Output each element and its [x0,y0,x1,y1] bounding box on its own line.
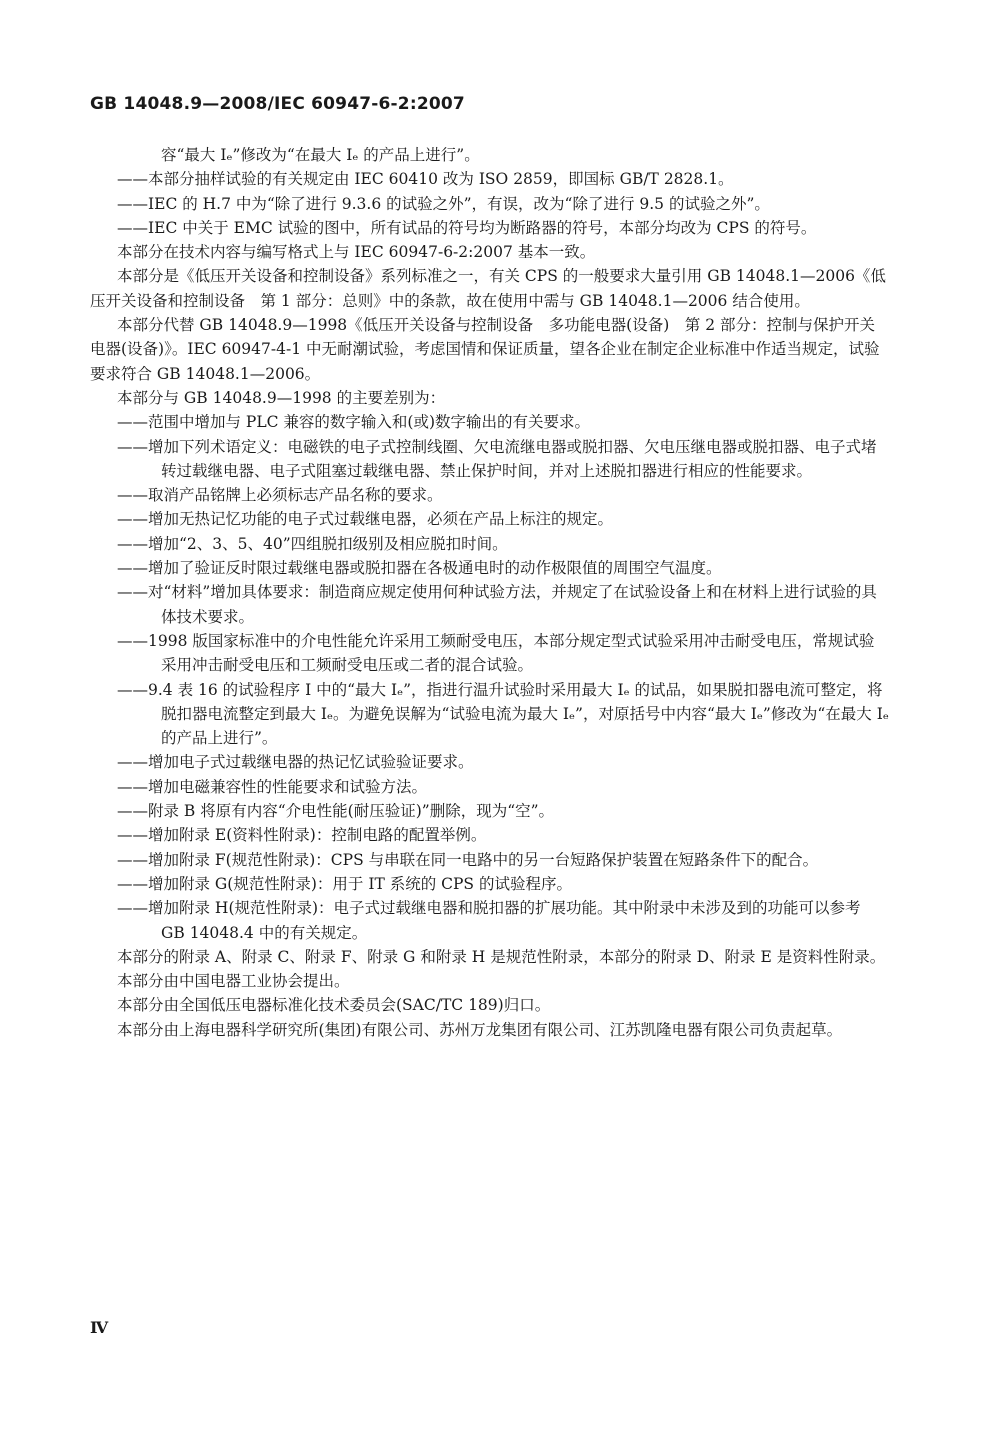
list-item: ——增加附录 E(资料性附录)：控制电路的配置举例。 [117,826,487,845]
list-item: ——对“材料”增加具体要求：制造商应规定使用何种试验方法，并规定了在试验设备上和在材料上进行试验的具体技术要求。 [117,583,877,626]
list-item: ——范围中增加与 PLC 兼容的数字输入和(或)数字输出的有关要求。 [117,413,591,432]
list-item: ——IEC 中关于 EMC 试验的图中，所有试品的符号均为断路器的符号，本部分均改为 CPS 的符号。 [117,218,817,237]
list-item: ——1998 版国家标准中的介电性能允许采用工频耐受电压，本部分规定型式试验采用冲击耐受电压，常规试验采用冲击耐受电压和工频耐受电压或二者的混合试验。 [117,631,875,675]
document-body [90,143,889,1042]
list-item: ——本部分抽样试验的有关规定由 IEC 60410 改为 ISO 2859，即国标 GB/T 2828.1。 [117,170,734,189]
paragraph: 容“最大 Iₑ”修改为“在最大 Iₑ 的产品上进行”。 [161,146,480,164]
paragraph: 本部分代替 GB 14048.9—1998《低压开关设备与控制设备 多功能电器(设备) 第 2 部分：控制与保护开关电器(设备)》。IEC 60947-4-1 中无耐潮试验，考虑国情和保证质量，望各企业在制定企业标准中作适当规定，试验要求符合 GB 14048.1—2006。 [90,316,880,383]
list-item: ——9.4 表 16 的试验程序 I 中的“最大 Iₑ”，指进行温升试验时采用最大 Iₑ 的试品，如果脱扣器电流可整定，将脱扣器电流整定到最大 Iₑ。为避免误解为“试验电流为最大 Iₑ”，对原括号中内容“最大 Iₑ”修改为“在最大 Iₑ 的产品上进行”。 [117,680,889,748]
list-item: ——IEC 的 H.7 中为“除了进行 9.3.6 的试验之外”，有误，改为“除了进行 9.5 的试验之外”。 [117,194,770,213]
paragraph: 本部分在技术内容与编写格式上与 IEC 60947-6-2:2007 基本一致。 [117,243,596,262]
page-number: Ⅳ [90,1318,109,1337]
paragraph: 本部分由中国电器工业协会提出。 [117,972,350,991]
list-item: ——增加附录 H(规范性附录)：电子式过载继电器和脱扣器的扩展功能。其中附录中未涉及到的功能可以参考 GB 14048.4 中的有关规定。 [117,899,861,942]
paragraph: 本部分与 GB 14048.9—1998 的主要差别为： [117,388,446,407]
list-item: ——增加附录 F(规范性附录)：CPS 与串联在同一电路中的另一台短路保护装置在短路条件下的配合。 [117,850,819,869]
paragraph: 本部分由全国低压电器标准化技术委员会(SAC/TC 189)归口。 [117,996,551,1015]
list-item: ——附录 B 将原有内容“介电性能(耐压验证)”删除，现为“空”。 [117,802,555,821]
paragraph: 本部分是《低压开关设备和控制设备》系列标准之一，有关 CPS 的一般要求大量引用 GB 14048.1—2006《低压开关设备和控制设备 第 1 部分：总则》中的条款，故在使用中需与 GB 14048.1—2006 结合使用。 [90,267,886,310]
list-item: ——增加附录 G(规范性附录)：用于 IT 系统的 CPS 的试验程序。 [117,874,572,893]
paragraph: 本部分的附录 A、附录 C、附录 F、附录 G 和附录 H 是规范性附录，本部分的附录 D、附录 E 是资料性附录。 [117,947,886,966]
list-item: ——增加电子式过载继电器的热记忆试验验证要求。 [117,753,474,772]
list-item: ——增加电磁兼容性的性能要求和试验方法。 [117,777,428,796]
list-item: ——增加下列术语定义：电磁铁的电子式控制线圈、欠电流继电器或脱扣器、欠电压继电器或脱扣器、电子式堵转过载继电器、电子式阻塞过载继电器、禁止保护时间，并对上述脱扣器进行相应的性能要求。 [117,437,877,480]
list-item: ——取消产品铭牌上必须标志产品名称的要求。 [117,486,443,505]
list-item: ——增加“2、3、5、40”四组脱扣级别及相应脱扣时间。 [117,534,508,553]
list-item: ——增加了验证反时限过载继电器或脱扣器在各极通电时的动作极限值的周围空气温度。 [117,559,722,578]
list-item: ——增加无热记忆功能的电子式过载继电器，必须在产品上标注的规定。 [117,510,614,529]
standard-code-header: GB 14048.9—2008/IEC 60947-6-2:2007 [90,94,465,114]
paragraph: 本部分由上海电器科学研究所(集团)有限公司、苏州万龙集团有限公司、江苏凯隆电器有限公司负责起草。 [117,1020,843,1039]
